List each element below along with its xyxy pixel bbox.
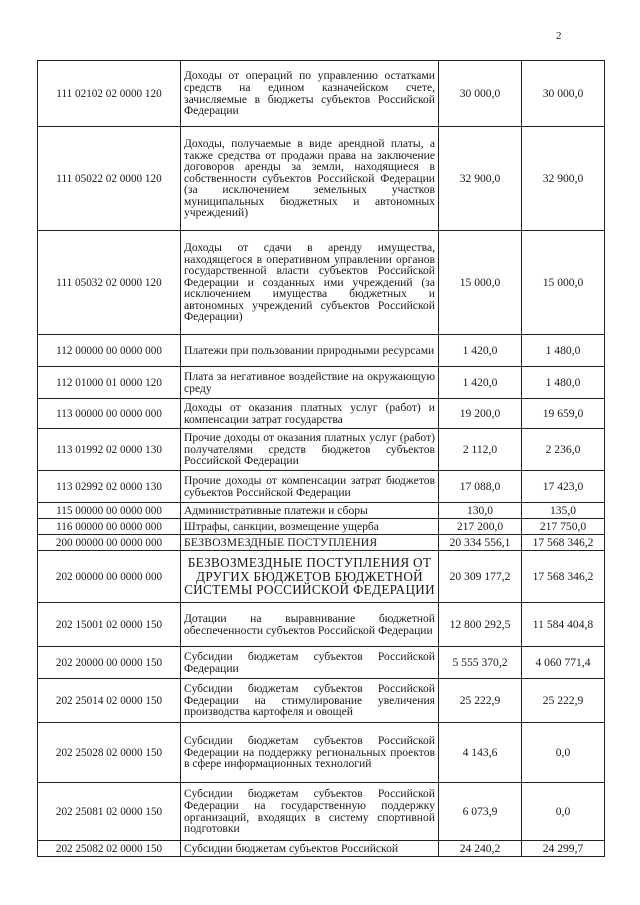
- value-year-2: 1 480,0: [522, 335, 605, 367]
- revenue-name: Штрафы, санкции, возмещение ущерба: [181, 519, 439, 535]
- value-year-1: 32 900,0: [439, 127, 522, 231]
- table-row: [38, 535, 605, 551]
- value-year-2: 30 000,0: [522, 61, 605, 127]
- value-year-1: 20 334 556,1: [439, 535, 522, 551]
- budget-code: 202 15001 02 0000 150: [38, 603, 181, 647]
- budget-code: 116 00000 00 0000 000: [38, 519, 181, 535]
- revenue-name: Прочие доходы от компенсации затрат бюджетов субъектов Российской Федерации: [181, 471, 439, 503]
- revenue-name: Доходы, получаемые в виде арендной платы, а также средства от продажи права на заключение договоров аренды за земли, находящиеся в собственности субъектов Российской Федерации (за исключением земельных участков муниципальных бюджетных и автономных учреждений): [181, 127, 439, 231]
- revenue-name: Субсидии бюджетам субъектов Российской Федерации: [181, 647, 439, 679]
- value-year-1: 24 240,2: [439, 841, 522, 857]
- table-row: [38, 679, 605, 723]
- value-year-2: 19 659,0: [522, 399, 605, 429]
- value-year-2: 24 299,7: [522, 841, 605, 857]
- value-year-2: 17 568 346,2: [522, 551, 605, 603]
- value-year-2: 17 423,0: [522, 471, 605, 503]
- revenue-name: Субсидии бюджетам субъектов Российской: [181, 841, 439, 857]
- revenue-name: Доходы от операций по управлению остатками средств на едином казначейском счете, зачисляемые в бюджеты субъектов Российской Федерации: [181, 61, 439, 127]
- value-year-2: 4 060 771,4: [522, 647, 605, 679]
- table-row: [38, 647, 605, 679]
- revenue-name: Дотации на выравнивание бюджетной обеспеченности субъектов Российской Федерации: [181, 603, 439, 647]
- value-year-1: 15 000,0: [439, 231, 522, 335]
- budget-code: 202 25028 02 0000 150: [38, 723, 181, 783]
- value-year-1: 19 200,0: [439, 399, 522, 429]
- budget-code: 112 01000 01 0000 120: [38, 367, 181, 399]
- revenue-name: БЕЗВОЗМЕЗДНЫЕ ПОСТУПЛЕНИЯ: [181, 535, 439, 551]
- budget-code: 202 00000 00 0000 000: [38, 551, 181, 603]
- table-row: [38, 503, 605, 519]
- value-year-2: 0,0: [522, 723, 605, 783]
- value-year-2: 135,0: [522, 503, 605, 519]
- budget-code: 113 02992 02 0000 130: [38, 471, 181, 503]
- revenue-name: Субсидии бюджетам субъектов Российской Федерации на государственную поддержку организаций, входящих в систему спортивной подготовки: [181, 783, 439, 841]
- page-number: 2: [556, 30, 562, 42]
- value-year-1: 12 800 292,5: [439, 603, 522, 647]
- value-year-2: 1 480,0: [522, 367, 605, 399]
- table-row: [38, 399, 605, 429]
- table-row: [38, 603, 605, 647]
- value-year-2: 217 750,0: [522, 519, 605, 535]
- value-year-1: 17 088,0: [439, 471, 522, 503]
- budget-code: 202 25082 02 0000 150: [38, 841, 181, 857]
- revenue-table: [37, 60, 605, 857]
- value-year-1: 6 073,9: [439, 783, 522, 841]
- value-year-2: 25 222,9: [522, 679, 605, 723]
- value-year-1: 1 420,0: [439, 335, 522, 367]
- table-row: [38, 723, 605, 783]
- value-year-1: 25 222,9: [439, 679, 522, 723]
- table-row: [38, 551, 605, 603]
- table-row: [38, 471, 605, 503]
- revenue-name: БЕЗВОЗМЕЗДНЫЕ ПОСТУПЛЕНИЯ ОТ ДРУГИХ БЮДЖЕТОВ БЮДЖЕТНОЙ СИСТЕМЫ РОССИЙСКОЙ ФЕДЕРАЦИИ: [181, 551, 439, 603]
- revenue-name: Платежи при пользовании природными ресурсами: [181, 335, 439, 367]
- revenue-name: Субсидии бюджетам субъектов Российской Федерации на поддержку региональных проектов в сфере информационных технологий: [181, 723, 439, 783]
- budget-code: 115 00000 00 0000 000: [38, 503, 181, 519]
- table-row: [38, 231, 605, 335]
- budget-code: 112 00000 00 0000 000: [38, 335, 181, 367]
- value-year-1: 217 200,0: [439, 519, 522, 535]
- budget-code: 202 25014 02 0000 150: [38, 679, 181, 723]
- budget-code: 113 01992 02 0000 130: [38, 429, 181, 471]
- value-year-1: 130,0: [439, 503, 522, 519]
- value-year-2: 2 236,0: [522, 429, 605, 471]
- value-year-2: 0,0: [522, 783, 605, 841]
- revenue-name: Доходы от оказания платных услуг (работ) и компенсации затрат государства: [181, 399, 439, 429]
- revenue-name: Доходы от сдачи в аренду имущества, находящегося в оперативном управлении органов государственной власти субъектов Российской Федерации и созданных ими учреждений (за исключением имущества бюджетных и автономных учреждений субъектов Российской Федерации): [181, 231, 439, 335]
- table-row: [38, 519, 605, 535]
- value-year-1: 2 112,0: [439, 429, 522, 471]
- budget-code: 111 05022 02 0000 120: [38, 127, 181, 231]
- value-year-1: 4 143,6: [439, 723, 522, 783]
- budget-code: 202 20000 00 0000 150: [38, 647, 181, 679]
- budget-code: 200 00000 00 0000 000: [38, 535, 181, 551]
- table-row: [38, 429, 605, 471]
- revenue-name: Административные платежи и сборы: [181, 503, 439, 519]
- table-row: [38, 61, 605, 127]
- value-year-2: 32 900,0: [522, 127, 605, 231]
- value-year-1: 20 309 177,2: [439, 551, 522, 603]
- value-year-2: 17 568 346,2: [522, 535, 605, 551]
- budget-code: 111 02102 02 0000 120: [38, 61, 181, 127]
- revenue-name: Прочие доходы от оказания платных услуг (работ) получателями средств бюджетов субъектов Российской Федерации: [181, 429, 439, 471]
- table-row: [38, 335, 605, 367]
- table-row: [38, 841, 605, 857]
- value-year-2: 15 000,0: [522, 231, 605, 335]
- budget-code: 113 00000 00 0000 000: [38, 399, 181, 429]
- value-year-1: 1 420,0: [439, 367, 522, 399]
- budget-code: 202 25081 02 0000 150: [38, 783, 181, 841]
- budget-code: 111 05032 02 0000 120: [38, 231, 181, 335]
- revenue-name: Субсидии бюджетам субъектов Российской Федерации на стимулирование увеличения производства картофеля и овощей: [181, 679, 439, 723]
- revenue-name: Плата за негативное воздействие на окружающую среду: [181, 367, 439, 399]
- value-year-2: 11 584 404,8: [522, 603, 605, 647]
- value-year-1: 30 000,0: [439, 61, 522, 127]
- table-row: [38, 127, 605, 231]
- table-row: [38, 367, 605, 399]
- value-year-1: 5 555 370,2: [439, 647, 522, 679]
- table-row: [38, 783, 605, 841]
